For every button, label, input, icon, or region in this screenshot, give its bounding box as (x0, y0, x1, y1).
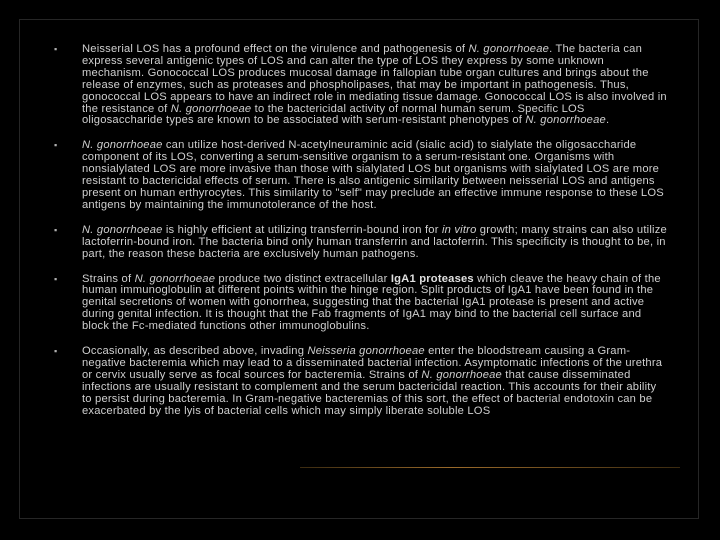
body-text: can utilize host-derived N-acetylneuraminic acid (sialic acid) to sialylate the oligosaccharide component of its LOS, converting a serum-sensitive organism to a serum-resistant one. Organisms with nonsialylated LOS are more invasive than those with sialylated LOS but organisms with sialylated LOS are more resistant to bactericidal effects of serum. There is also antigenic similarity between neisserial LOS and antigens present on human erthyrocytes. This similarity to "self" may preclude an effective immune response to these LOS antigens by maintaining the immunotolerance of the host. (82, 139, 664, 211)
bullet-item (54, 225, 668, 261)
italic-text: Neisseria gonorrhoeae (307, 345, 425, 358)
italic-text: N. gonorrhoeae (170, 102, 252, 115)
italic-text: N. gonorrhoeae (82, 139, 163, 152)
body-text: which cleave the heavy chain of the human immunoglobulin at different points within the hinge region. Split products of IgA1 have been found in the genital secretions of women with gonorrhea, suggesting that the bacterial IgA1 protease is present and active during genital infection. It is thought that the Fab fragments of IgA1 may bind to the bacterial cell surface and block the Fc-mediated functions other immunoglobulins. (82, 272, 661, 333)
bullet-list (54, 44, 668, 430)
body-text: Neisserial LOS has a profound effect on the virulence and pathogenesis of (82, 43, 469, 55)
bullet-item (54, 346, 668, 417)
italic-text: N. gonorrhoeae (421, 368, 502, 381)
bullet-marker-icon: ▪ (54, 224, 58, 235)
body-text: enter the bloodstream causing a Gram-negative bacteremia which may lead to a disseminated bacterial infection. Asymptomatic infections of the urethra or cervix usually serve as focal sources for bacteremia. Strains of (82, 345, 663, 381)
body-text: Strains of (82, 272, 135, 285)
bullet-marker-icon: ▪ (54, 346, 58, 357)
bullet-item (54, 140, 668, 211)
body-text: . The bacteria can express several antigenic types of LOS and can alter the type of LOS they express by some unknown mechanism. Gonococcal LOS produces mucosal damage in fallopian tube organ cultures and brings about the release of enzymes, such as proteases and phospholipases, that may be important in pathogenesis. Thus, gonococcal LOS appears to have an indirect role in mediating tissue damage. Gonococcal LOS is also involved in the resistance of (82, 43, 667, 115)
body-text: is highly efficient at utilizing transferrin-bound iron for (162, 223, 442, 236)
bullet-item (54, 274, 668, 334)
body-text: to the bactericidal activity of normal human serum. Specific LOS oligosaccharide types are known to be associated with serum-resistant phenotypes of (82, 102, 585, 127)
body-text: . (605, 114, 610, 127)
body-text: that cause disseminated infections are usually resistant to complement and the serum bactericidal reaction. This accounts for their ability to persist during bacteremia. In Gram-negative bacteremias of this sort, the effect of bacterial endotoxin can be exacerbated by the lyis of bacterial cells which may simply liberate soluble LOS (82, 368, 657, 417)
body-text: produce two distinct extracellular (215, 272, 391, 285)
italic-text: N. gonorrhoeae (134, 272, 216, 285)
bullet-marker-icon: ▪ (54, 140, 58, 151)
body-text: growth; many strains can also utilize lactoferrin-bound iron. The bacteria bind only human transferrin and lactoferrin. This specificity is thought to be, in part, the reason these bacteria are exclusively human pathogens. (82, 223, 667, 260)
italic-text: N. gonorrhoeae (525, 114, 606, 127)
bullet-item (54, 44, 668, 127)
highlight-underline (300, 467, 680, 468)
bullet-marker-icon: ▪ (54, 44, 58, 54)
bullet-marker-icon: ▪ (54, 273, 58, 284)
italic-text: N. gonorrhoeae (468, 43, 550, 55)
italic-text: N. gonorrhoeae (82, 223, 163, 236)
body-text: Occasionally, as described above, invading (82, 345, 308, 358)
italic-text: in vitro (441, 223, 477, 236)
bold-text: IgA1 proteases (390, 272, 474, 285)
